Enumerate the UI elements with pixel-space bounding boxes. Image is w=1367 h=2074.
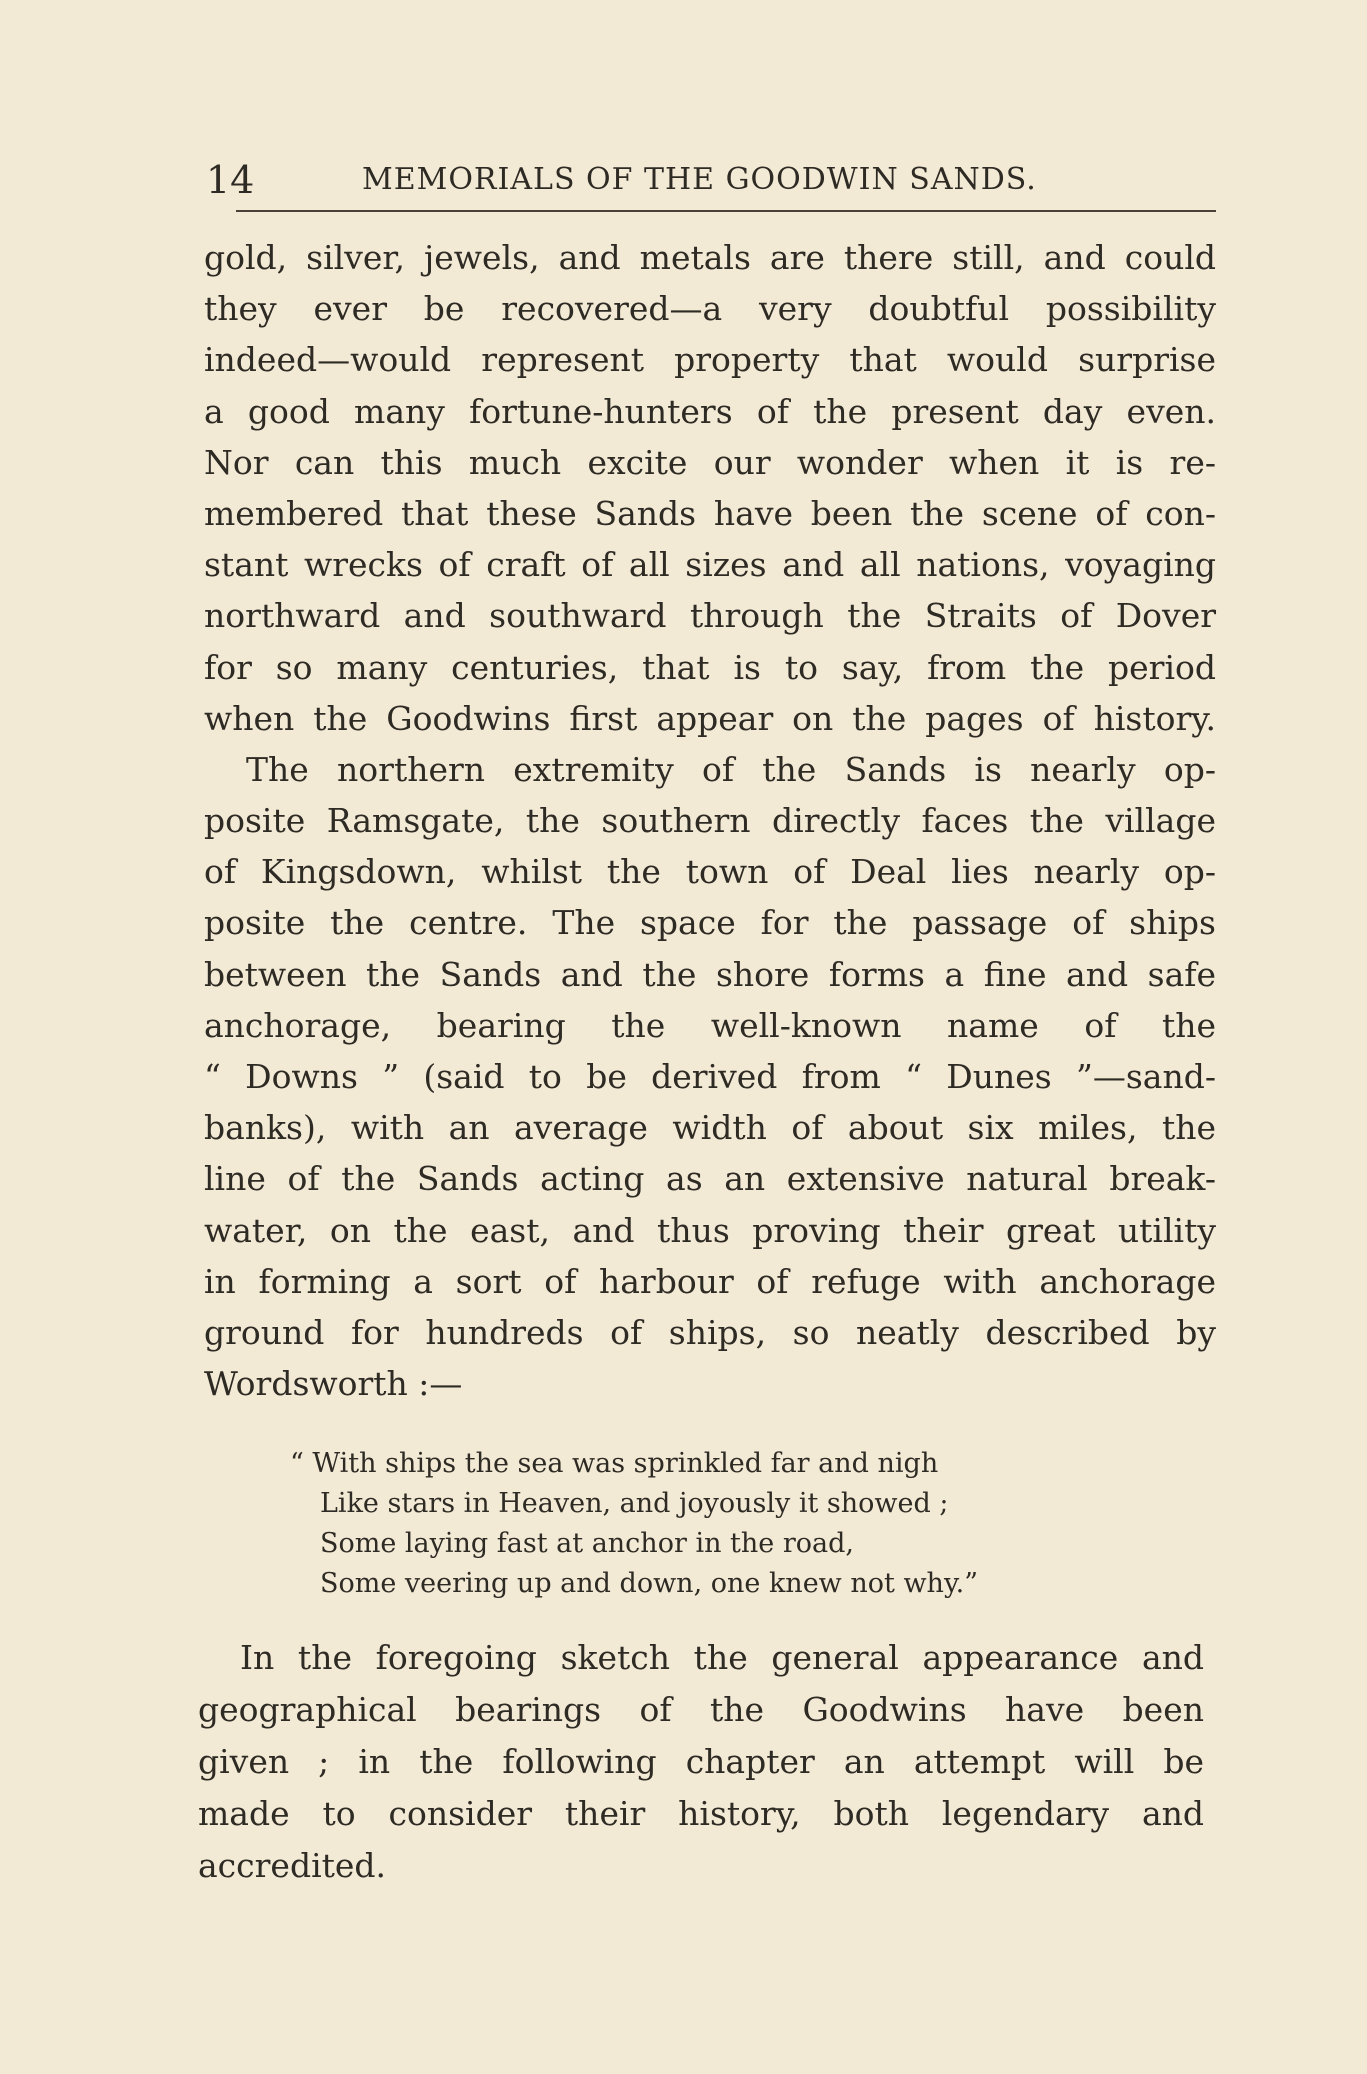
main-text xyxy=(204,232,1216,1409)
poem-line: “ With ships the sea was sprinkled far and nigh xyxy=(290,1448,939,1479)
text-line: membered that these Sands have been the scene of con- xyxy=(204,493,1216,533)
text-line: In the foregoing sketch the general appearance and xyxy=(240,1638,1204,1677)
text-line: line of the Sands acting as an extensive natural break- xyxy=(204,1159,1216,1199)
text-line: indeed—would represent property that would surprise xyxy=(204,340,1216,380)
text-line: a good many fortune-hunters of the present day even. xyxy=(204,391,1216,431)
text-line: they ever be recovered—a very doubtful possibility xyxy=(204,289,1216,329)
text-line: accredited. xyxy=(198,1846,387,1885)
text-line: Nor can this much excite our wonder when it is re- xyxy=(204,442,1216,482)
text-line: stant wrecks of craft of all sizes and all nations, voyaging xyxy=(204,545,1216,585)
header-rule xyxy=(236,210,1216,212)
text-line: of Kingsdown, whilst the town of Deal lies nearly op- xyxy=(204,852,1216,892)
text-line: for so many centuries, that is to say, from the period xyxy=(204,647,1216,687)
text-line: in forming a sort of harbour of refuge with anchorage xyxy=(204,1261,1216,1301)
text-line: posite Ramsgate, the southern directly faces the village xyxy=(204,801,1216,841)
text-line: Wordsworth :— xyxy=(204,1364,463,1404)
text-line: anchorage, bearing the well-known name of the xyxy=(204,1005,1216,1045)
page-header xyxy=(206,150,1216,210)
poem-line: Some laying fast at anchor in the road, xyxy=(320,1528,854,1559)
text-line: posite the centre. The space for the passage of ships xyxy=(204,903,1216,943)
text-line: water, on the east, and thus proving their great utility xyxy=(204,1210,1216,1250)
text-line: “ Downs ” (said to be derived from “ Dunes ”—sand- xyxy=(204,1057,1216,1096)
text-line: gold, silver, jewels, and metals are there still, and could xyxy=(204,238,1216,277)
page-number: 14 xyxy=(206,158,255,202)
text-line: when the Goodwins first appear on the pages of history. xyxy=(204,698,1216,738)
running-title: MEMORIALS OF THE GOODWIN SANDS. xyxy=(362,162,1037,197)
poem-line: Like stars in Heaven, and joyously it showed ; xyxy=(320,1488,949,1519)
poem-quotation xyxy=(290,1444,1090,1604)
text-line: The northern extremity of the Sands is nearly op- xyxy=(246,749,1216,789)
text-line: banks), with an average width of about six miles, the xyxy=(204,1108,1216,1148)
text-line: made to consider their history, both legendary and xyxy=(198,1794,1204,1833)
closing-paragraph xyxy=(198,1632,1204,1892)
text-line: northward and southward through the Straits of Dover xyxy=(204,596,1216,636)
text-line: ground for hundreds of ships, so neatly described by xyxy=(204,1312,1216,1352)
text-line: between the Sands and the shore forms a fine and safe xyxy=(204,954,1216,994)
poem-line: Some veering up and down, one knew not why.” xyxy=(320,1568,978,1599)
text-line: geographical bearings of the Goodwins have been xyxy=(198,1690,1204,1729)
text-line: given ; in the following chapter an attempt will be xyxy=(198,1742,1204,1781)
